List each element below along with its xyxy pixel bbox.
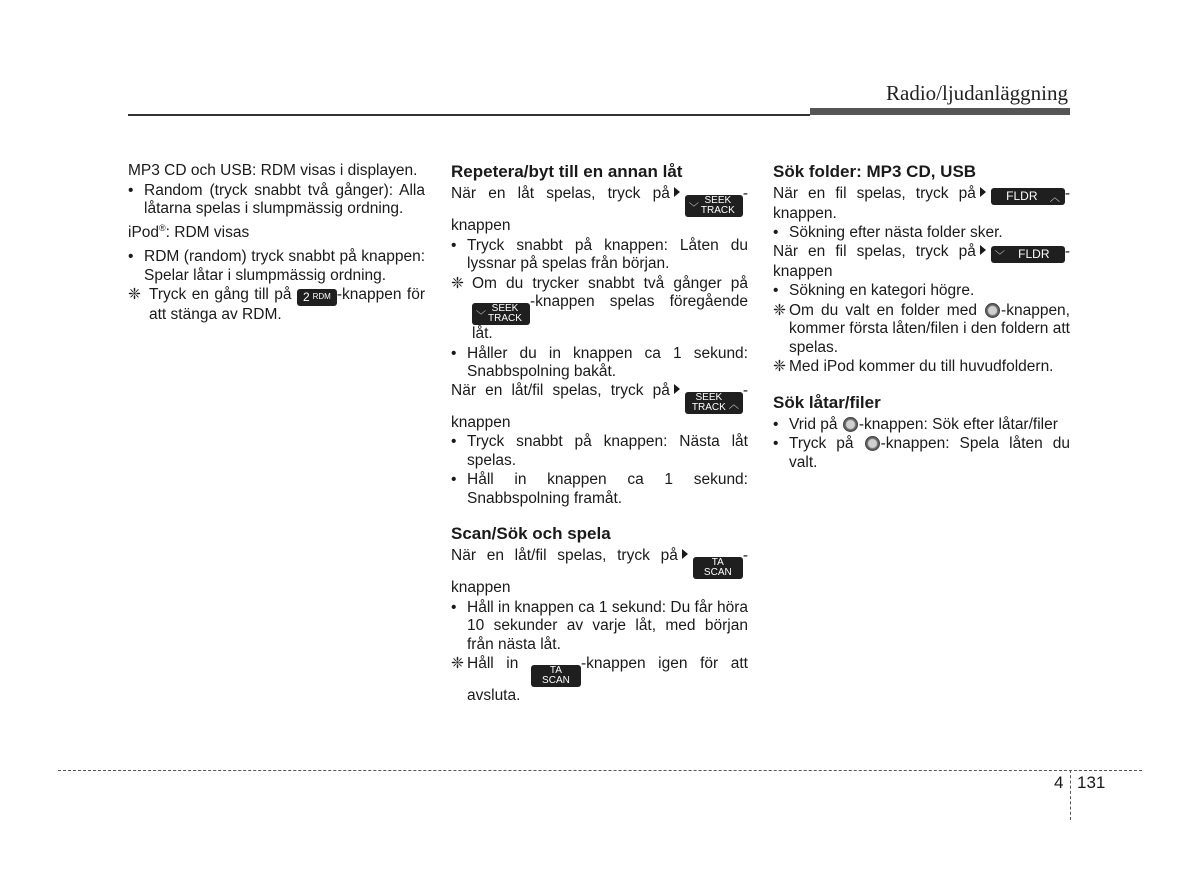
footer-rule <box>58 770 1142 771</box>
bullet-icon: • <box>128 248 134 265</box>
paragraph-mp3-usb: MP3 CD och USB: RDM visas i displayen. <box>128 162 418 179</box>
heading-repeat: Repetera/byt till en annan låt <box>451 162 683 181</box>
play-arrow-icon <box>980 187 986 197</box>
column-2 <box>451 162 748 706</box>
section-number: 4 <box>1054 773 1064 792</box>
footer-divider <box>1070 770 1071 820</box>
list-item: • Vrid på -knappen: Sök efter låtar/filer <box>773 415 1058 433</box>
heading-track-search: Sök låtar/filer <box>773 392 881 412</box>
rdm-button-icon: 2 RDM <box>297 289 337 306</box>
bullet-icon: • <box>451 344 457 362</box>
play-arrow-icon <box>674 384 680 394</box>
paragraph-ipod: iPod®: RDM visas <box>128 222 250 241</box>
page-number: 131 <box>1077 773 1106 792</box>
heading-scan: Scan/Sök och spela <box>451 524 611 543</box>
paragraph: När en låt spelas, tryck på ﹀ SEEK TRACK -knappen <box>451 185 748 234</box>
ta-scan-button-icon: TA SCAN <box>531 665 581 687</box>
note-item: ❈ Om du trycker snabbt två gånger på ﹀ SEEK TRACK -knappen spelas föregående låt. <box>451 274 748 342</box>
fldr-down-button-icon: ﹀ FLDR <box>991 246 1065 263</box>
paragraph: När en fil spelas, tryck på ﹀ FLDR -knappen <box>773 242 1070 280</box>
bullet-icon: • <box>451 433 457 450</box>
note-icon: ❈ <box>451 655 464 672</box>
ta-scan-button-icon: TA SCAN <box>693 557 743 579</box>
list-item: • Sökning efter nästa folder sker. <box>773 224 1003 242</box>
bullet-icon: • <box>451 236 457 254</box>
bullet-icon: • <box>128 181 134 199</box>
header-title: Radio/ljudanläggning <box>886 81 1068 105</box>
list-item: • Tryck snabbt på knappen: Nästa låt spelas. <box>451 433 748 469</box>
paragraph: När en låt/fil spelas, tryck på TA SCAN -knappen <box>451 547 748 596</box>
column-1 <box>128 162 425 324</box>
bullet-icon: • <box>773 415 779 433</box>
list-item: • Tryck på -knappen: Spela låten du valt. <box>773 435 1070 471</box>
header-rule-accent <box>810 108 1070 115</box>
note-item: ❈ Håll in TA SCAN -knappen igen för att avsluta. <box>451 655 748 704</box>
bullet-icon: • <box>773 435 779 452</box>
play-arrow-icon <box>980 245 986 255</box>
seek-down-button-icon: ﹀ SEEK TRACK <box>472 303 530 325</box>
note-icon: ❈ <box>773 358 786 375</box>
play-arrow-icon <box>682 549 688 559</box>
note-item: ❈ Med iPod kommer du till huvudfoldern. <box>773 358 1054 375</box>
seek-down-button-icon: ﹀ SEEK TRACK <box>685 195 743 217</box>
bullet-icon: • <box>451 471 457 488</box>
list-item: • Random (tryck snabbt två gånger): Alla låtarna spelas i slumpmässig ordning. <box>128 181 425 217</box>
seek-up-button-icon: SEEK TRACK ︿ <box>685 392 743 414</box>
bullet-icon: • <box>773 282 779 299</box>
fldr-up-button-icon: FLDR ︿ <box>991 188 1065 205</box>
play-arrow-icon <box>674 187 680 197</box>
bullet-icon: • <box>773 224 779 242</box>
list-item: • Sökning en kategori högre. <box>773 282 975 299</box>
list-item: • Tryck snabbt på knappen: Låten du lyssnar på spelas från början. <box>451 236 748 272</box>
list-item: • RDM (random) tryck snabbt på knappen: Spelar låtar i slumpmässig ordning. <box>128 248 425 284</box>
knob-icon <box>843 417 858 432</box>
header-rule <box>128 114 810 116</box>
knob-icon <box>865 436 880 451</box>
note-icon: ❈ <box>128 286 141 303</box>
bullet-icon: • <box>451 598 457 616</box>
paragraph: När en låt/fil spelas, tryck på SEEK TRACK ︿ -knappen <box>451 381 748 431</box>
paragraph: När en fil spelas, tryck på FLDR ︿ -knappen. <box>773 185 1070 222</box>
note-icon: ❈ <box>451 274 464 292</box>
note-item: ❈ Tryck en gång till på 2 RDM -knappen för att stänga av RDM. <box>128 286 426 323</box>
knob-icon <box>985 303 1000 318</box>
note-icon: ❈ <box>773 301 786 319</box>
list-item: • Håller du in knappen ca 1 sekund: Snabbspolning bakåt. <box>451 344 748 380</box>
note-item: ❈ Om du valt en folder med -knappen, kommer första låten/filen i den foldern att spelas. <box>773 301 1070 356</box>
heading-folder-search: Sök folder: MP3 CD, USB <box>773 162 977 181</box>
list-item: • Håll in knappen ca 1 sekund: Du får höra 10 sekunder av varje låt, med början från nästa låt. <box>451 598 748 653</box>
list-item: • Håll in knappen ca 1 sekund: Snabbspolning framåt. <box>451 471 748 507</box>
column-3 <box>773 162 1070 472</box>
